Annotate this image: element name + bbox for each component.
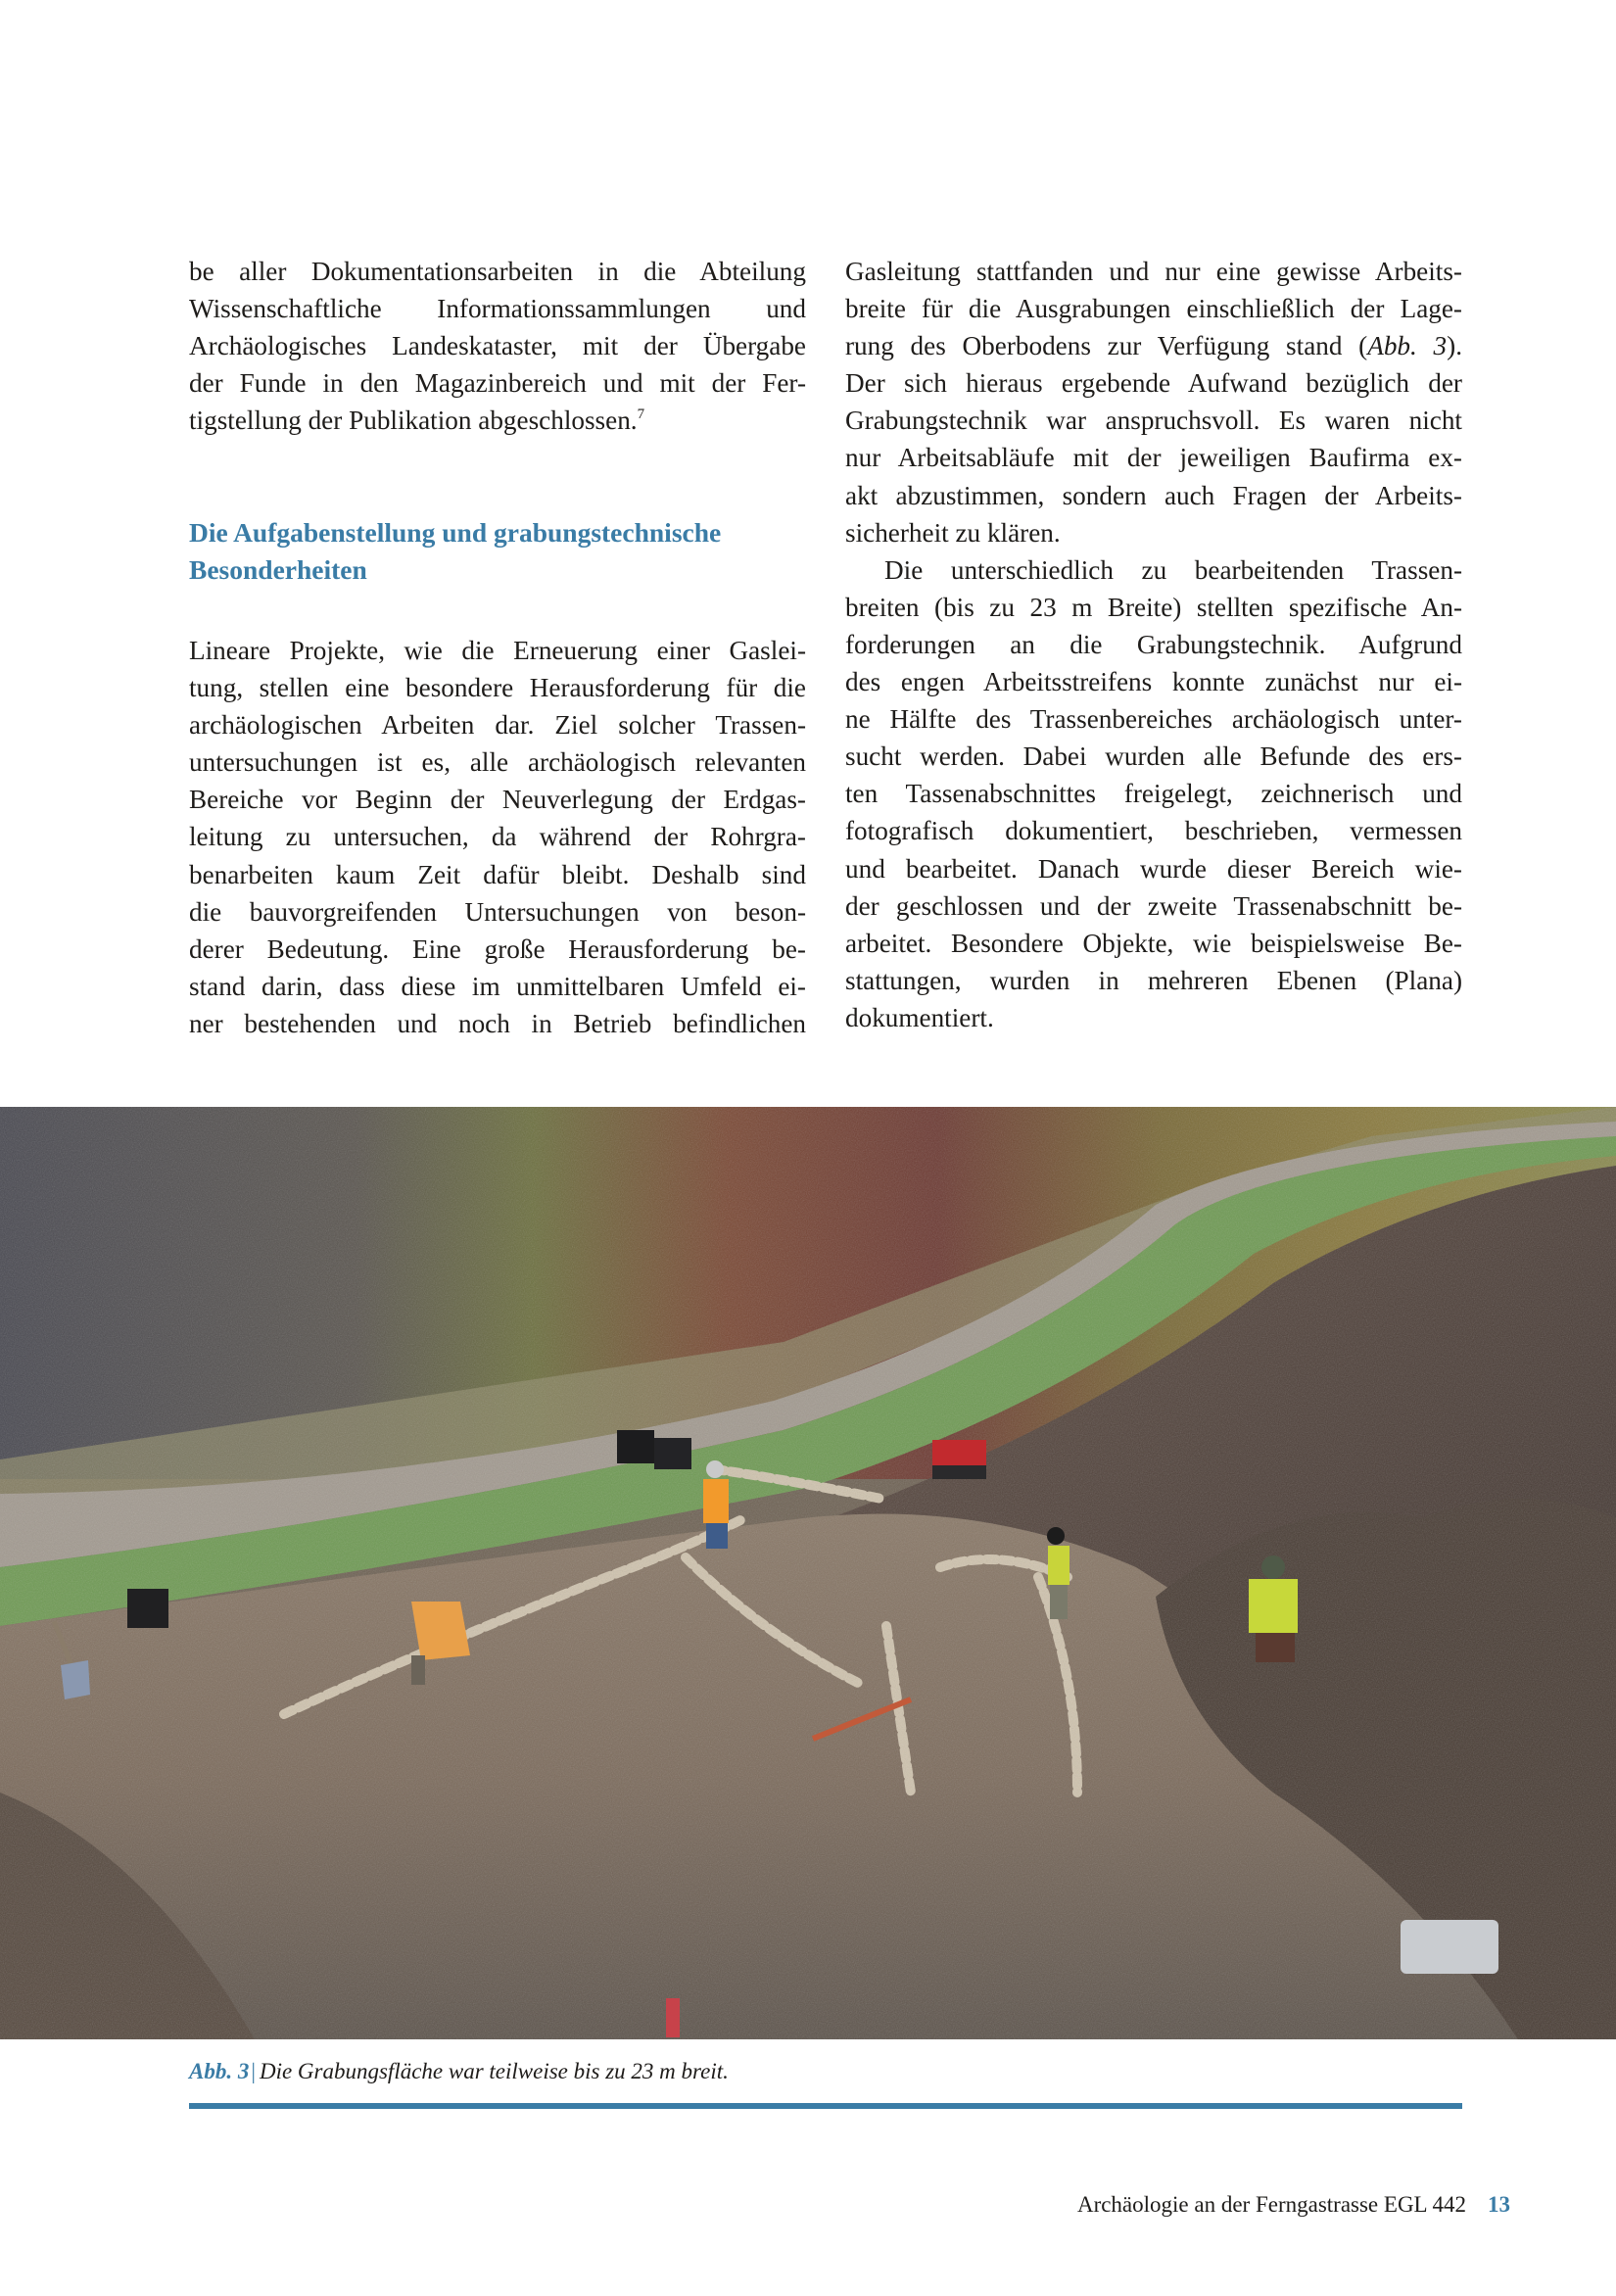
- text-line: akt abzustimmen, sondern auch Fragen der Arbeits-: [845, 480, 1462, 510]
- text-line: arbeitet. Besondere Objekte, wie beispielsweise Be-: [845, 928, 1462, 958]
- text-line: forderungen an die Grabungstechnik. Aufgrund: [845, 629, 1462, 659]
- text-line: be aller Dokumentationsarbeiten in die Abteilung: [189, 257, 806, 286]
- text-line: Der sich hieraus ergebende Aufwand bezüglich der: [845, 368, 1462, 399]
- text-line: ten Tassenabschnittes freigelegt, zeichnerisch und: [845, 779, 1462, 809]
- grey-toolbox: [1401, 1920, 1498, 1974]
- shovel-blade: [61, 1660, 90, 1699]
- text-line: sucht werden. Dabei wurden alle Befunde des ers-: [845, 741, 1462, 772]
- text-line: fotografisch dokumentiert, beschrieben, vermessen: [845, 816, 1462, 846]
- text-line: ner bestehenden und noch in Betrieb befindlichen: [189, 1008, 806, 1038]
- text-line-content: tigstellung der Publikation abgeschlossen.: [189, 406, 638, 436]
- text-line: breite für die Ausgrabungen einschließlich der Lage-: [845, 294, 1462, 324]
- text-line: Die unterschiedlich zu bearbeitenden Trassen-: [884, 554, 1462, 585]
- text-line: der Funde in den Magazinbereich und mit der Fer-: [189, 368, 806, 399]
- text-line: tung, stellen eine besondere Herausforderung für die: [189, 673, 806, 703]
- excavation-photo-illustration: [0, 1107, 1616, 2039]
- text-line: Bereiche vor Beginn der Neuverlegung der Erdgas-: [189, 785, 806, 815]
- text-line: dokumentiert.: [845, 1002, 994, 1032]
- text-line: breiten (bis zu 23 m Breite) stellten spezifische An-: [845, 592, 1462, 622]
- running-title: Archäologie an der Ferngastrasse EGL 442: [1076, 2192, 1466, 2217]
- red-toolbox-base: [932, 1465, 986, 1479]
- caption-text: Die Grabungsfläche war teilweise bis zu 23 m breit.: [259, 2059, 729, 2083]
- text-line: archäologischen Arbeiten dar. Ziel solcher Trassen-: [189, 710, 806, 741]
- text-line: nur Arbeitsabläufe mit der jeweiligen Baufirma ex-: [845, 443, 1462, 473]
- figure-reference-link[interactable]: Abb. 3: [1367, 331, 1448, 361]
- footnote-marker[interactable]: 7: [637, 407, 645, 423]
- text-line: ne Hälfte des Trassenbereiches archäologisch unter-: [845, 704, 1462, 735]
- text-line: Wissenschaftliche Informationssammlungen und: [189, 294, 806, 324]
- left-text-column: [189, 253, 806, 1042]
- text-line: Lineare Projekte, wie die Erneuerung einer Gaslei-: [189, 635, 806, 665]
- spacer: [189, 477, 806, 514]
- text-line: benarbeiten kaum Zeit dafür bleibt. Deshalb sind: [189, 859, 806, 889]
- text-line: leitung zu untersuchen, da während der Rohrgra-: [189, 822, 806, 852]
- photo-texture: [0, 1107, 1616, 2039]
- toolbox: [127, 1589, 168, 1628]
- heading-line: Die Aufgabenstellung und grabungstechnische: [189, 516, 722, 548]
- paragraph-2: [845, 551, 1462, 1036]
- toolbox: [654, 1438, 691, 1469]
- spacer: [189, 589, 806, 626]
- text-line: derer Bedeutung. Eine große Herausforderung be-: [189, 933, 806, 964]
- figure-caption: [189, 2057, 1462, 2086]
- text-line: sicherheit zu klären.: [845, 517, 1061, 548]
- paragraph-1: [845, 253, 1462, 551]
- body-paragraph: [189, 632, 806, 1042]
- spacer: [189, 439, 806, 476]
- text-line: stattungen, wurden in mehreren Ebenen (Plana): [845, 965, 1462, 995]
- text-line-content: rung des Oberbodens zur Verfügung stand (: [845, 331, 1368, 361]
- caption-rule: [189, 2103, 1462, 2109]
- text-line: [845, 327, 1462, 364]
- right-text-column: [845, 253, 1462, 1036]
- caption-separator: |: [251, 2059, 256, 2083]
- heading-line: Besonderheiten: [189, 553, 367, 585]
- toolbox: [617, 1430, 654, 1463]
- page-number: 13: [1488, 2192, 1510, 2217]
- intro-paragraph: [189, 253, 806, 439]
- section-heading: [189, 514, 806, 589]
- text-line: der geschlossen und der zweite Trassenabschnitt be-: [845, 890, 1462, 921]
- text-line: Archäologisches Landeskataster, mit der Übergabe: [189, 331, 806, 361]
- text-line: Grabungstechnik war anspruchsvoll. Es waren nicht: [845, 406, 1462, 436]
- text-line: [189, 402, 806, 439]
- text-line: Gasleitung stattfanden und nur eine gewisse Arbeits-: [845, 257, 1462, 286]
- red-toolbox: [932, 1440, 986, 1469]
- text-line: und bearbeitet. Danach wurde dieser Bereich wie-: [845, 853, 1462, 884]
- text-line: stand darin, dass diese im unmittelbaren Umfeld ei-: [189, 971, 806, 1001]
- excavation-photo: [0, 1107, 1616, 2039]
- text-line: untersuchungen ist es, alle archäologisch relevanten: [189, 747, 806, 778]
- text-line-content: ).: [1447, 331, 1463, 361]
- text-line: die bauvorgreifenden Untersuchungen von beson-: [189, 896, 806, 927]
- figure-label: Abb. 3: [189, 2059, 250, 2083]
- page-footer: [1077, 2190, 1510, 2220]
- marker-pole: [666, 1998, 680, 2037]
- text-line: des engen Arbeitsstreifens konnte zunächst nur ei-: [845, 667, 1462, 697]
